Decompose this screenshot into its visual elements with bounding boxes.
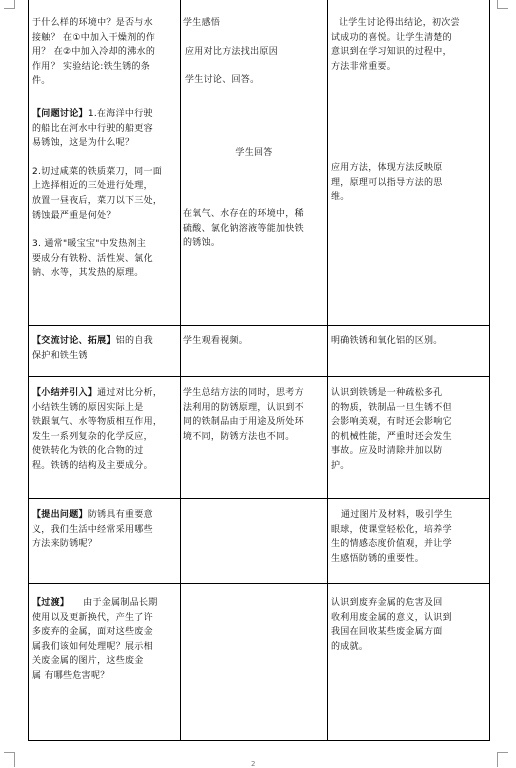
row-divider-4 xyxy=(28,583,490,584)
text-line: 眼球，使课堂轻松化，培养学 xyxy=(331,524,452,535)
text-line: 作用？ 实验结论:铁生锈的条 xyxy=(32,61,151,72)
column-divider-2 xyxy=(327,0,328,740)
text-line: 理，原理可以指导方法的思 xyxy=(331,177,443,188)
table-border-left xyxy=(28,0,29,740)
text-line: 件。 xyxy=(32,76,51,87)
teacher-cell-summary xyxy=(32,386,178,474)
teacher-cell-discussion xyxy=(32,334,178,363)
text-line: 的船比在河水中行驶的船更容 xyxy=(32,123,153,134)
row-divider-3 xyxy=(28,498,490,499)
table-bottom-border xyxy=(28,740,490,741)
text-line: 于什么样的环境中？是否与水 xyxy=(32,18,153,28)
text-line: 学生回答 xyxy=(235,148,273,158)
text-line: 学生观看视频。 xyxy=(183,336,249,346)
text-line: 铁跟氧气、水等物质相互作用， xyxy=(32,417,163,428)
text-line: 的物质，铁制品一旦生锈不但 xyxy=(331,402,452,413)
text-line: 护。 xyxy=(331,460,350,471)
text-line: 的锈蚀。 xyxy=(183,238,221,249)
section-title: 【提出问题】 xyxy=(32,510,88,520)
intent-cell-discussion xyxy=(331,334,487,349)
text-line: 接触？ 在①中加入干燥剂的作 xyxy=(32,32,156,43)
text-line: 关废金属的图片，这些废金 xyxy=(32,656,144,667)
row-divider-1 xyxy=(28,325,490,326)
text-line: 3. 通常"暖宝宝"中发热剂主 xyxy=(32,239,147,250)
section-title: 【小结并引入】 xyxy=(32,388,98,398)
text-line: 使用以及更新换代，产生了许 xyxy=(32,612,153,623)
text-line: 义，我们生活中经常采用哪些 xyxy=(32,524,153,535)
text-line: 要成分有铁粉、活性炭、氯化 xyxy=(32,253,153,264)
text-line: 的成就。 xyxy=(331,641,369,652)
text-line: 同的铁制品由于用途及所处环 xyxy=(183,417,304,428)
student-cell-conclusion xyxy=(183,207,325,251)
text-line: 的机械性能，严重时还会发生 xyxy=(331,431,452,442)
text-line: 会影响美观，有时还会影响它 xyxy=(331,417,452,428)
section-title: 【过渡】 xyxy=(32,598,70,608)
text-line: 生感悟防锈的重要性。 xyxy=(331,553,425,564)
text-line: 【过渡】 由于金属制品长期 xyxy=(32,598,158,608)
text-line: 试成功的喜悦。让学生清楚的 xyxy=(331,32,452,43)
text-line: 维。 xyxy=(331,192,350,203)
text-line: 属 有哪些危害呢？ xyxy=(32,670,110,681)
column-divider-1 xyxy=(180,0,181,740)
teacher-cell-experiment xyxy=(32,16,178,281)
text-line: 使铁转化为铁的化合物的过 xyxy=(32,446,144,457)
student-answer-label xyxy=(183,146,325,161)
text-line: 小结铁生锈的原因实际上是 xyxy=(32,402,144,413)
text-line: 我国在回收某些废金属方面 xyxy=(331,627,443,638)
text-line: 属我们该如何处理呢？展示相 xyxy=(32,641,153,652)
text-line: 【问题讨论】1.在海洋中行驶 xyxy=(32,108,153,119)
text-line: 锈蚀最严重是何处？ xyxy=(32,210,116,221)
intent-cell-method xyxy=(331,161,487,205)
intent-cell-experiment xyxy=(331,16,487,74)
text-line: 方法来防锈呢？ xyxy=(32,539,98,550)
text-line: 明确铁锈和氧化铝的区别。 xyxy=(331,336,443,346)
intent-cell-summary xyxy=(331,386,487,474)
student-cell-discussion xyxy=(183,334,325,349)
text-line: 应用对比方法找出原因 xyxy=(185,46,279,57)
text-line: 学生讨论、回答。 xyxy=(185,75,260,86)
text-line: 认识到废弃金属的危害及回 xyxy=(331,598,443,608)
text-line: 收利用废金属的意义，认识到 xyxy=(331,612,452,623)
section-title: 【交流讨论、拓展】 xyxy=(32,336,116,346)
page-number: 2 xyxy=(251,760,256,768)
text-line: 法利用的防锈原理，认识到不 xyxy=(183,402,304,413)
student-cell-summary xyxy=(183,386,325,444)
teacher-cell-transition xyxy=(32,596,178,684)
text-line: 易锈蚀，这是为什么呢？ xyxy=(32,138,135,149)
text-line: 发生一系列复杂的化学反应， xyxy=(32,431,153,442)
text-line: 在氧气、水存在的环境中，稀 xyxy=(183,209,304,219)
intent-cell-question xyxy=(331,508,487,566)
text-line: 通过图片及材料，吸引学生 xyxy=(341,510,453,520)
text-line: 【提出问题】防锈具有重要意 xyxy=(32,510,153,520)
text-line: 多废弃的金属，面对这些废金 xyxy=(32,627,153,638)
text-line: 上选择相近的三处进行处理， xyxy=(32,181,153,192)
table-border-right xyxy=(489,0,490,740)
text-line: 让学生讨论得出结论，初次尝 xyxy=(339,18,460,28)
teacher-cell-question xyxy=(32,508,178,552)
text-line: 学生感悟 xyxy=(183,18,221,28)
text-line: 硫酸、氯化钠溶液等能加快铁 xyxy=(183,223,304,234)
row-divider-2 xyxy=(28,376,490,377)
section-title: 【问题讨论】 xyxy=(32,108,88,119)
text-line: 生的情感态度价值观，并让学 xyxy=(331,539,452,550)
text-line: 【交流讨论、拓展】铝的自我 xyxy=(32,336,153,346)
text-line: 认识到铁锈是一种疏松多孔 xyxy=(331,388,443,398)
text-line: 钠、水等，其发热的原理。 xyxy=(32,268,144,279)
text-line: 放置一昼夜后，菜刀以下三处， xyxy=(32,195,163,206)
text-line: 学生总结方法的同时，思考方 xyxy=(183,388,304,398)
text-line: 程。铁锈的结构及主要成分。 xyxy=(32,460,153,471)
text-line: 意识到在学习知识的过程中， xyxy=(331,47,452,58)
text-line: 保护和铁生锈 xyxy=(32,350,88,361)
text-line: 用？ 在②中加入冷却的沸水的 xyxy=(32,47,156,58)
text-line: 境不同，防锈方法也不同。 xyxy=(183,431,295,442)
intent-cell-transition xyxy=(331,596,487,654)
text-line: 2.切过咸菜的铁质菜刀，同一面 xyxy=(32,166,163,177)
text-line: 事故。应及时清除并加以防 xyxy=(331,446,443,457)
student-cell-experiment xyxy=(183,16,325,88)
text-line: 应用方法，体现方法反映原 xyxy=(331,163,443,173)
text-line: 方法非常重要。 xyxy=(331,61,397,72)
text-line: 【小结并引入】通过对比分析， xyxy=(32,388,163,398)
